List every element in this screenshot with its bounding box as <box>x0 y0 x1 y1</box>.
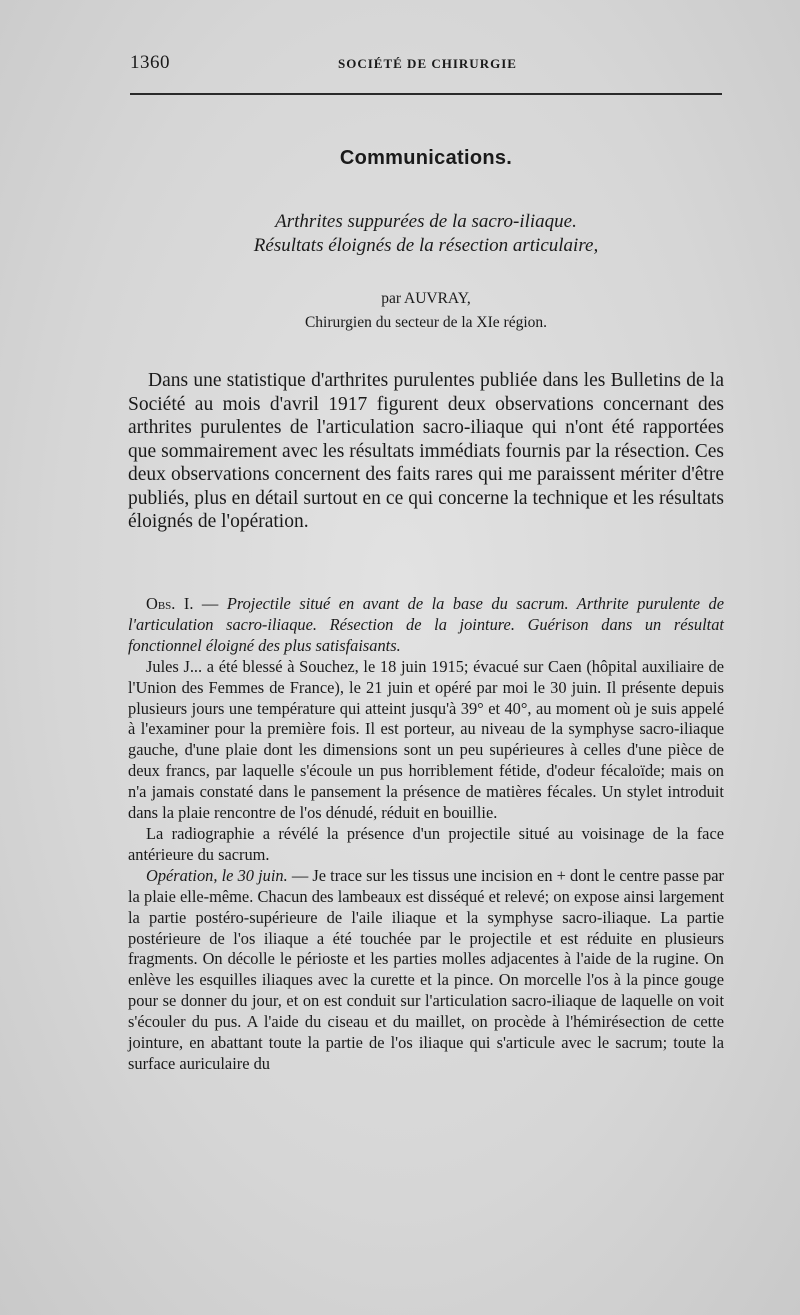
author-name: par AUVRAY, <box>381 290 471 307</box>
observation-section <box>128 594 724 1075</box>
header-rule <box>130 93 722 95</box>
running-title: SOCIÉTÉ DE CHIRURGIE <box>338 56 517 71</box>
page-number: 1360 <box>130 52 170 73</box>
observation-paragraph-3: Opération, le 30 juin. — Je trace sur les tissus une incision en + dont le centre passe par la plaie elle-même. Chacun des lambeaux est disséqué et relevé; on expose ainsi largement la partie postéro-supérieure de l'aile iliaque et la symphyse sacro-iliaque. La partie postérieure de l'os iliaque a été touchée par le projectile et est réduite en plusieurs fragments. On décolle le périoste et les parties molles adjacentes à l'aide de la rugine. On enlève les esquilles iliaques avec la curette et la pince. On morcelle l'os à la pince gouge pour se donner du jour, et on est conduit sur l'articulation sacro-iliaque de laquelle on voit s'écouler du pus. A l'aide du ciseau et du maillet, on procède à l'hémirésection de cette jointure, en abattant toute la partie de l'os iliaque qui s'articule avec le sacrum; toute la surface auriculaire du <box>128 865 724 1073</box>
running-header <box>130 52 722 78</box>
observation-dash: — <box>193 594 227 613</box>
author-block <box>130 287 722 335</box>
observation-heading-text: Projectile situé en avant de la base du sacrum. Arthrite purulente de l'articulation sacro-iliaque. Résection de la jointure. Guérison dans un résultat fonctionnel éloigné des plus satisfaisants. <box>128 594 724 655</box>
observation-paragraph-1: Jules J... a été blessé à Souchez, le 18 juin 1915; évacué sur Caen (hôpital auxiliaire de l'Union des Femmes de France), le 21 juin et opéré par moi le 30 juin. Il présente depuis plusieurs jours une température qui atteint jusqu'à 39° et 40°, au moment où je suis appelé à l'examiner pour la première fois. Il est porteur, au niveau de la symphyse sacro-iliaque gauche, d'une plaie dont les dimensions sont un peu supérieures à celles d'une pièce de deux francs, par laquelle s'écoule un pus horriblement fétide, d'odeur fécaloïde; mais on n'a jamais constaté dans le pansement la présence de matières fécales. Un stylet introduit dans la plaie rencontre de l'os dénudé, réduit en bouillie. <box>128 656 724 823</box>
author-affiliation: Chirurgien du secteur de la XIe région. <box>304 314 548 331</box>
section-title: Communications. <box>339 147 513 169</box>
article-title-line-2: Résultats éloignés de la résection articulaire, <box>253 235 599 256</box>
operation-label: Opération, le 30 juin. <box>146 865 288 885</box>
operation-text: Je trace sur les tissus une incision en + dont le centre passe par la plaie elle-même. Chacun des lambeaux est disséqué et relevé; on expose ainsi largement la partie postéro-supérieure de l'aile iliaque et la symphyse sacro-iliaque. La partie postérieure de l'os iliaque a été touchée par le projectile et est réduite en plusieurs fragments. On décolle le périoste et les parties molles adjacentes à l'aide de la rugine. On enlève les esquilles iliaques avec la curette et la pince. On morcelle l'os à la pince gouge pour se donner du jour, et on est conduit sur l'articulation sacro-iliaque de laquelle on voit s'écouler du pus. A l'aide du ciseau et du maillet, on procède à l'hémirésection de cette jointure, en abattant toute la partie de l'os iliaque qui s'articule avec le sacrum; toute la surface auriculaire du <box>128 865 724 1073</box>
intro-paragraph: Dans une statistique d'arthrites purulentes publiée dans les Bulletins de la Société au mois d'avril 1917 figurent deux observations concernant des arthrites purulentes de l'articulation sacro-iliaque qui n'ont été rapportées que sommairement avec les résultats immédiats fournis par la résection. Ces deux observations concernent des faits rares qui me paraissent mériter d'être publiés, plus en détail surtout en ce qui concerne la technique et les résultats éloignés de l'opération. <box>128 370 724 532</box>
observation-heading <box>128 594 724 657</box>
observation-label: Obs. I. <box>146 594 194 613</box>
article-title-line-1: Arthrites suppurées de la sacro-iliaque. <box>275 211 577 232</box>
observation-paragraph-2: La radiographie a révélé la présence d'un projectile situé au voisinage de la face antérieure du sacrum. <box>128 823 724 864</box>
article-title <box>130 210 722 258</box>
